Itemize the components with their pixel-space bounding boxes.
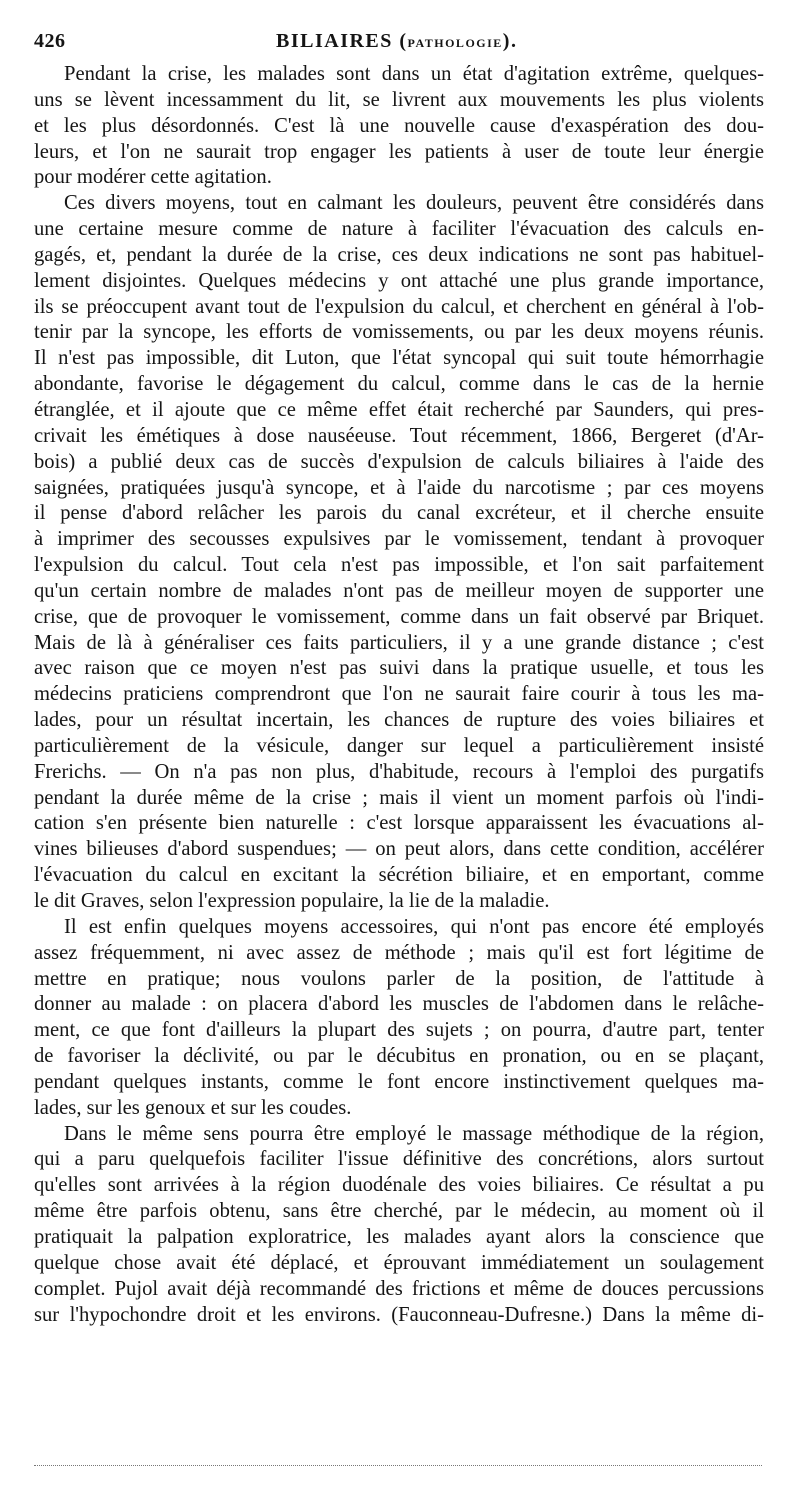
text-line: gagés, et, pendant la durée de la crise, ces deux indications ne sont pas habituel- [34,243,764,266]
text-line: et les plus désordonnés. C'est là une nouvelle cause d'exaspération des dou- [34,114,764,137]
text-line: pour modérer cette agitation. [34,166,272,189]
text-line: à imprimer des secousses expulsives par le vomissement, tendant à provoquer [34,528,764,551]
text-line: étranglée, et il ajoute que ce même effet était recherché par Saunders, qui pres- [34,398,764,421]
text-line: Frerichs. — On n'a pas non plus, d'habitude, recours à l'emploi des purgatifs [34,760,764,783]
text-line: même être parfois obtenu, sans être cherché, par le médecin, au moment où il [34,1200,764,1223]
text-line: sur l'hypochondre droit et les environs. (Fauconneau-Dufresne.) Dans la même di- [34,1303,764,1326]
footer-rule [34,1465,762,1466]
text-line: pendant la durée même de la crise ; mais il vient un moment parfois où l'indi- [34,786,764,809]
text-line: complet. Pujol avait déjà recommandé des frictions et même de douces percussions [34,1277,764,1300]
text-line: lades, sur les genoux et sur les coudes. [34,1096,352,1119]
text-line: Il est enfin quelques moyens accessoires, qui n'ont pas encore été employés [64,915,764,938]
text-line: tenir par la syncope, les efforts de vomissements, ou par les deux moyens réunis. [34,321,764,344]
text-line: assez fréquemment, ni avec assez de méthode ; mais qu'il est fort légitime de [34,941,764,964]
text-line: vines bilieuses d'abord suspendues; — on peut alors, dans cette condition, accélérer [34,838,764,861]
text-line: qu'elles sont arrivées à la région duodénale des voies biliaires. Ce résultat a pu [34,1174,764,1197]
text-line: leurs, et l'on ne saurait trop engager les patients à user de toute leur énergie [34,140,764,163]
text-line: qui a paru quelquefois faciliter l'issue définitive des concrétions, alors surtout [34,1148,764,1171]
text-line: lement disjointes. Quelques médecins y ont attaché une plus grande importance, [34,269,764,292]
text-line: lades, pour un résultat incertain, les chances de rupture des voies biliaires et [34,709,764,732]
text-line: l'expulsion du calcul. Tout cela n'est pas impossible, et l'on sait parfaitement [34,554,764,577]
running-title-main: BILIAIRES ( [276,30,408,52]
text-line: abondante, favorise le dégagement du calcul, comme dans le cas de la hernie [34,373,764,396]
text-line: uns se lèvent incessamment du lit, se livrent aux mouvements les plus violents [34,88,764,111]
text-line: mettre en pratique; nous voulons parler de la position, de l'attitude à [34,967,764,990]
text-line: quelque chose avait été déplacé, et éprouvant immédiatement un soulagement [34,1251,764,1274]
book-page [34,30,764,1328]
text-line: Dans le même sens pourra être employé le massage méthodique de la région, [64,1122,764,1145]
text-line: Mais de là à généraliser ces faits particuliers, il y a une grande distance ; c'est [34,631,764,654]
text-line: une certaine mesure comme de nature à faciliter l'évacuation des calculs en- [34,218,764,241]
text-line: cation s'en présente bien naturelle : c'est lorsque apparaissent les évacuations al- [34,812,764,835]
running-title [276,30,517,53]
running-title-end: ). [502,30,518,52]
running-title-subject: PATHOLOGIE [407,36,503,50]
text-line: l'évacuation du calcul en excitant la sécrétion biliaire, et en emportant, comme [34,864,764,887]
text-line: particulièrement de la vésicule, danger sur lequel a particulièrement insisté [34,734,764,757]
text-line: Pendant la crise, les malades sont dans un état d'agitation extrême, quelques- [64,63,764,85]
text-line: avec raison que ce moyen n'est pas suivi dans la pratique usuelle, et tous les [34,657,764,680]
text-line: donner au malade : on placera d'abord les muscles de l'abdomen dans le relâche- [34,993,764,1016]
text-line: ils se préoccupent avant tout de l'expulsion du calcul, et cherchent en général à l'ob- [34,295,764,318]
text-line: bois) a publié deux cas de succès d'expulsion de calculs biliaires à l'aide des [34,450,764,473]
text-line: Ces divers moyens, tout en calmant les douleurs, peuvent être considérés dans [64,192,764,215]
text-line: qu'un certain nombre de malades n'ont pas de meilleur moyen de supporter une [34,579,764,602]
text-line: pratiquait la palpation exploratrice, les malades ayant alors la conscience que [34,1225,764,1248]
text-line: pendant quelques instants, comme le font encore instinctivement quelques ma- [34,1070,764,1093]
text-line: médecins praticiens comprendront que l'on ne saurait faire courir à tous les ma- [34,683,764,706]
text-line: Il n'est pas impossible, dit Luton, que l'état syncopal qui suit toute hémorrhagie [34,347,764,370]
text-line: saignées, pratiquées jusqu'à syncope, et à l'aide du narcotisme ; par ces moyens [34,476,764,499]
body-text [34,62,764,1328]
text-line: le dit Graves, selon l'expression populaire, la lie de la maladie. [34,890,550,912]
text-line: crivait les émétiques à dose nauséeuse. Tout récemment, 1866, Bergeret (d'Ar- [34,424,764,447]
page-number: 426 [34,30,66,52]
text-line: ment, ce que font d'ailleurs la plupart des sujets ; on pourra, d'autre part, tenter [34,1019,764,1042]
running-header [34,30,764,60]
text-line: il pense d'abord relâcher les parois du canal excréteur, et il cherche ensuite [34,502,764,525]
text-line: crise, que de provoquer le vomissement, comme dans un fait observé par Briquet. [34,605,764,628]
text-line: de favoriser la déclivité, ou par le décubitus en pronation, ou en se plaçant, [34,1045,764,1068]
